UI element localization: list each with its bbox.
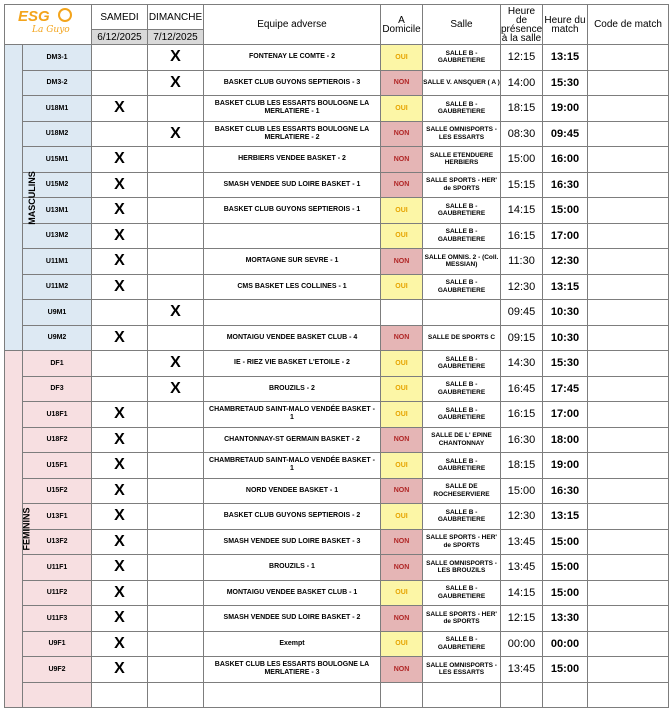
code-cell (588, 96, 669, 122)
team-cell (23, 682, 92, 708)
dimanche-cell (148, 172, 204, 198)
opponent-cell: BASKET CLUB LES ESSARTS BOULOGNE LA MERLATIERE - 1 (204, 96, 381, 122)
table-row (5, 453, 669, 479)
match-time-cell: 10:30 (543, 300, 588, 326)
domicile-cell: OUI (381, 376, 423, 402)
code-cell (588, 70, 669, 96)
team-cell: DM3-1 (23, 45, 92, 71)
salle-cell: SALLE B - GAUBRETIERE (423, 631, 501, 657)
domicile-cell: OUI (381, 504, 423, 530)
salle-cell: SALLE V. ANSQUER ( A ) (423, 70, 501, 96)
table-row (5, 325, 669, 351)
header-domicile: A Domicile (381, 5, 423, 45)
samedi-cell: X (92, 555, 148, 581)
table-row (5, 121, 669, 147)
samedi-cell (92, 376, 148, 402)
dimanche-cell (148, 580, 204, 606)
table-row (5, 223, 669, 249)
team-cell: U9F2 (23, 657, 92, 683)
team-cell: U15M1 (23, 147, 92, 173)
salle-cell: SALLE B - GAUBRETIERE (423, 453, 501, 479)
salle-cell: SALLE DE L' EPINE CHANTONNAY (423, 427, 501, 453)
team-cell: U9M1 (23, 300, 92, 326)
opponent-cell: BROUZILS - 1 (204, 555, 381, 581)
dimanche-cell: X (148, 376, 204, 402)
dimanche-cell (148, 453, 204, 479)
samedi-cell: X (92, 504, 148, 530)
match-time-cell: 13:30 (543, 606, 588, 632)
code-cell (588, 198, 669, 224)
match-time-cell: 19:00 (543, 453, 588, 479)
opponent-cell: NORD VENDEE BASKET - 1 (204, 478, 381, 504)
salle-cell: SALLE B - GAUBRETIERE (423, 351, 501, 377)
dimanche-cell (148, 198, 204, 224)
presence-time-cell: 14:00 (501, 70, 543, 96)
table-row (5, 96, 669, 122)
code-cell (588, 351, 669, 377)
opponent-cell: BASKET CLUB GUYONS SEPTIEROIS - 1 (204, 198, 381, 224)
domicile-cell: NON (381, 478, 423, 504)
domicile-cell: OUI (381, 631, 423, 657)
table-row (5, 351, 669, 377)
table-row (5, 249, 669, 275)
opponent-cell: BASKET CLUB LES ESSARTS BOULOGNE LA MERLATIERE - 2 (204, 121, 381, 147)
dimanche-cell (148, 529, 204, 555)
group-label: FEMININS (21, 507, 32, 551)
logo-tagline: La Guyo (32, 25, 70, 35)
opponent-cell: BASKET CLUB LES ESSARTS BOULOGNE LA MERLATIERE - 3 (204, 657, 381, 683)
code-cell (588, 529, 669, 555)
salle-cell: SALLE OMNISPORTS - LES ESSARTS (423, 121, 501, 147)
salle-cell: SALLE B - GAUBRETIERE (423, 274, 501, 300)
table-row (5, 478, 669, 504)
match-time-cell: 13:15 (543, 45, 588, 71)
basketball-icon (58, 8, 72, 22)
code-cell (588, 325, 669, 351)
table-row (5, 580, 669, 606)
presence-time-cell: 11:30 (501, 249, 543, 275)
opponent-cell: SMASH VENDEE SUD LOIRE BASKET - 1 (204, 172, 381, 198)
match-time-cell: 15:30 (543, 351, 588, 377)
presence-time-cell (501, 682, 543, 708)
match-time-cell: 15:00 (543, 198, 588, 224)
salle-cell: SALLE B - GAUBRETIERE (423, 376, 501, 402)
table-row (5, 657, 669, 683)
salle-cell (423, 682, 501, 708)
salle-cell: SALLE B - GAUBRETIERE (423, 45, 501, 71)
match-time-cell: 17:00 (543, 402, 588, 428)
samedi-cell: X (92, 580, 148, 606)
presence-time-cell: 09:15 (501, 325, 543, 351)
samedi-cell: X (92, 453, 148, 479)
presence-time-cell: 14:15 (501, 580, 543, 606)
team-cell: U13F2 (23, 529, 92, 555)
samedi-cell (92, 351, 148, 377)
samedi-cell: X (92, 478, 148, 504)
table-row (5, 172, 669, 198)
opponent-cell: HERBIERS VENDEE BASKET - 2 (204, 147, 381, 173)
table-row (5, 555, 669, 581)
schedule-table (4, 4, 669, 708)
domicile-cell: OUI (381, 96, 423, 122)
domicile-cell: OUI (381, 45, 423, 71)
code-cell (588, 453, 669, 479)
code-cell (588, 274, 669, 300)
domicile-cell: OUI (381, 453, 423, 479)
presence-time-cell: 13:45 (501, 555, 543, 581)
dimanche-cell (148, 147, 204, 173)
domicile-cell: NON (381, 529, 423, 555)
code-cell (588, 172, 669, 198)
presence-time-cell: 12:15 (501, 606, 543, 632)
samedi-cell: X (92, 402, 148, 428)
salle-cell: SALLE DE ROCHESERVIERE (423, 478, 501, 504)
opponent-cell: FONTENAY LE COMTE - 2 (204, 45, 381, 71)
match-time-cell: 15:00 (543, 555, 588, 581)
salle-cell: SALLE DE SPORTS C (423, 325, 501, 351)
code-cell (588, 402, 669, 428)
code-cell (588, 300, 669, 326)
header-equipe-adverse: Equipe adverse (204, 5, 381, 45)
code-cell (588, 657, 669, 683)
opponent-cell (204, 682, 381, 708)
code-cell (588, 121, 669, 147)
code-cell (588, 427, 669, 453)
domicile-cell: OUI (381, 198, 423, 224)
domicile-cell: NON (381, 121, 423, 147)
match-time-cell: 10:30 (543, 325, 588, 351)
presence-time-cell: 16:15 (501, 223, 543, 249)
presence-time-cell: 18:15 (501, 96, 543, 122)
code-cell (588, 249, 669, 275)
opponent-cell: CHAMBRETAUD SAINT-MALO VENDÉE BASKET - 1 (204, 453, 381, 479)
samedi-cell: X (92, 529, 148, 555)
code-cell (588, 504, 669, 530)
salle-cell: SALLE B - GAUBRETIERE (423, 198, 501, 224)
table-row (5, 274, 669, 300)
samedi-date: 6/12/2025 (92, 30, 148, 45)
group-feminins (5, 351, 32, 708)
domicile-cell: NON (381, 172, 423, 198)
samedi-cell: X (92, 427, 148, 453)
salle-cell: SALLE SPORTS - HER' de SPORTS (423, 172, 501, 198)
presence-time-cell: 15:15 (501, 172, 543, 198)
team-cell: U9F1 (23, 631, 92, 657)
samedi-cell (92, 300, 148, 326)
club-logo (18, 6, 78, 40)
team-cell: U13M1 (23, 198, 92, 224)
table-row (5, 147, 669, 173)
dimanche-cell (148, 478, 204, 504)
header-dimanche: DIMANCHE (148, 5, 204, 30)
dimanche-cell (148, 682, 204, 708)
domicile-cell: NON (381, 147, 423, 173)
team-cell: U18F2 (23, 427, 92, 453)
header-row (5, 5, 669, 30)
dimanche-cell: X (148, 121, 204, 147)
opponent-cell: MONTAIGU VENDEE BASKET CLUB - 4 (204, 325, 381, 351)
opponent-cell: MORTAGNE SUR SEVRE - 1 (204, 249, 381, 275)
opponent-cell (204, 223, 381, 249)
table-row (5, 427, 669, 453)
dimanche-date: 7/12/2025 (148, 30, 204, 45)
code-cell (588, 631, 669, 657)
dimanche-cell (148, 96, 204, 122)
opponent-cell: BASKET CLUB GUYONS SEPTIEROIS - 3 (204, 70, 381, 96)
group-masculins (5, 45, 37, 351)
dimanche-cell: X (148, 351, 204, 377)
dimanche-cell (148, 325, 204, 351)
samedi-cell: X (92, 274, 148, 300)
logo-text: ESG (18, 8, 50, 25)
match-time-cell: 16:30 (543, 478, 588, 504)
opponent-cell: SMASH VENDEE SUD LOIRE BASKET - 2 (204, 606, 381, 632)
domicile-cell (381, 682, 423, 708)
table-row (5, 606, 669, 632)
samedi-cell (92, 70, 148, 96)
presence-time-cell: 13:45 (501, 657, 543, 683)
code-cell (588, 555, 669, 581)
samedi-cell (92, 121, 148, 147)
team-cell: DF1 (23, 351, 92, 377)
samedi-cell: X (92, 198, 148, 224)
salle-cell: SALLE B - GAUBRETIERE (423, 223, 501, 249)
presence-time-cell: 12:15 (501, 45, 543, 71)
domicile-cell: OUI (381, 274, 423, 300)
match-time-cell (543, 682, 588, 708)
team-cell: U11M1 (23, 249, 92, 275)
match-time-cell: 15:00 (543, 657, 588, 683)
dimanche-cell: X (148, 45, 204, 71)
team-cell: U9M2 (23, 325, 92, 351)
match-time-cell: 15:00 (543, 529, 588, 555)
samedi-cell: X (92, 606, 148, 632)
opponent-cell (204, 300, 381, 326)
table-row (5, 198, 669, 224)
opponent-cell: MONTAIGU VENDEE BASKET CLUB - 1 (204, 580, 381, 606)
team-cell: U18F1 (23, 402, 92, 428)
team-cell: U11F3 (23, 606, 92, 632)
samedi-cell: X (92, 147, 148, 173)
dimanche-cell (148, 504, 204, 530)
table-row (5, 631, 669, 657)
salle-cell: SALLE B - GAUBRETIERE (423, 504, 501, 530)
domicile-cell: OUI (381, 351, 423, 377)
table-row (5, 45, 669, 71)
team-cell: U11M2 (23, 274, 92, 300)
domicile-cell: OUI (381, 580, 423, 606)
logo-cell (5, 5, 92, 45)
table-row (5, 529, 669, 555)
match-time-cell: 09:45 (543, 121, 588, 147)
presence-time-cell: 14:15 (501, 198, 543, 224)
presence-time-cell: 12:30 (501, 504, 543, 530)
samedi-cell (92, 682, 148, 708)
header-salle: Salle (423, 5, 501, 45)
salle-cell: SALLE OMNISPORTS - LES ESSARTS (423, 657, 501, 683)
opponent-cell: CHANTONNAY-ST GERMAIN BASKET - 2 (204, 427, 381, 453)
table-row (5, 376, 669, 402)
code-cell (588, 606, 669, 632)
salle-cell: SALLE B - GAUBRETIERE (423, 402, 501, 428)
table-row (5, 504, 669, 530)
samedi-cell: X (92, 325, 148, 351)
dimanche-cell (148, 274, 204, 300)
match-time-cell: 19:00 (543, 96, 588, 122)
salle-cell: SALLE OMNISPORTS - LES BROUZILS (423, 555, 501, 581)
presence-time-cell: 00:00 (501, 631, 543, 657)
match-time-cell: 17:45 (543, 376, 588, 402)
code-cell (588, 682, 669, 708)
code-cell (588, 478, 669, 504)
team-cell: U15F1 (23, 453, 92, 479)
presence-time-cell: 15:00 (501, 478, 543, 504)
team-cell: U13M2 (23, 223, 92, 249)
team-cell: DM3-2 (23, 70, 92, 96)
samedi-cell: X (92, 223, 148, 249)
header-samedi: SAMEDI (92, 5, 148, 30)
header-match: Heure du match (543, 5, 588, 45)
team-cell: U11F1 (23, 555, 92, 581)
presence-time-cell: 16:30 (501, 427, 543, 453)
dimanche-cell (148, 555, 204, 581)
domicile-cell: OUI (381, 402, 423, 428)
team-cell: U15F2 (23, 478, 92, 504)
code-cell (588, 45, 669, 71)
match-time-cell: 15:00 (543, 580, 588, 606)
presence-time-cell: 16:15 (501, 402, 543, 428)
dimanche-cell (148, 249, 204, 275)
opponent-cell: IE - RIEZ VIE BASKET L'ETOILE - 2 (204, 351, 381, 377)
match-time-cell: 16:30 (543, 172, 588, 198)
presence-time-cell: 18:15 (501, 453, 543, 479)
table-row (5, 300, 669, 326)
presence-time-cell: 15:00 (501, 147, 543, 173)
domicile-cell (381, 300, 423, 326)
domicile-cell: OUI (381, 223, 423, 249)
domicile-cell: NON (381, 657, 423, 683)
match-time-cell: 13:15 (543, 504, 588, 530)
presence-time-cell: 09:45 (501, 300, 543, 326)
opponent-cell: SMASH VENDEE SUD LOIRE BASKET - 3 (204, 529, 381, 555)
opponent-cell: BASKET CLUB GUYONS SEPTIEROIS - 2 (204, 504, 381, 530)
team-cell: U13F1 (23, 504, 92, 530)
match-time-cell: 13:15 (543, 274, 588, 300)
domicile-cell: NON (381, 249, 423, 275)
match-time-cell: 00:00 (543, 631, 588, 657)
opponent-cell: Exempt (204, 631, 381, 657)
dimanche-cell (148, 606, 204, 632)
dimanche-cell (148, 402, 204, 428)
domicile-cell: NON (381, 606, 423, 632)
opponent-cell: BROUZILS - 2 (204, 376, 381, 402)
presence-time-cell: 14:30 (501, 351, 543, 377)
team-cell: DF3 (23, 376, 92, 402)
dimanche-cell: X (148, 70, 204, 96)
presence-time-cell: 13:45 (501, 529, 543, 555)
group-label: MASCULINS (26, 170, 37, 225)
header-presence: Heure de présence à la salle (501, 5, 543, 44)
salle-cell: SALLE ETENDUERE HERBIERS (423, 147, 501, 173)
samedi-cell: X (92, 96, 148, 122)
salle-cell: SALLE B - GAUBRETIERE (423, 580, 501, 606)
table-row (5, 70, 669, 96)
samedi-cell: X (92, 172, 148, 198)
samedi-cell (92, 45, 148, 71)
presence-time-cell: 12:30 (501, 274, 543, 300)
salle-cell (423, 300, 501, 326)
team-cell: U11F2 (23, 580, 92, 606)
dimanche-cell: X (148, 300, 204, 326)
schedule-body (5, 45, 669, 708)
domicile-cell: NON (381, 325, 423, 351)
salle-cell: SALLE SPORTS - HER' de SPORTS (423, 606, 501, 632)
salle-cell: SALLE SPORTS - HER' de SPORTS (423, 529, 501, 555)
team-cell: U18M1 (23, 96, 92, 122)
code-cell (588, 147, 669, 173)
team-cell: U15M2 (23, 172, 92, 198)
table-row (5, 682, 669, 708)
salle-cell: SALLE OMNIS. 2 - (Coll. MESSIAN) (423, 249, 501, 275)
dimanche-cell (148, 657, 204, 683)
dimanche-cell (148, 223, 204, 249)
presence-time-cell: 08:30 (501, 121, 543, 147)
opponent-cell: CMS BASKET LES COLLINES - 1 (204, 274, 381, 300)
samedi-cell: X (92, 631, 148, 657)
opponent-cell: CHAMBRETAUD SAINT-MALO VENDÉE BASKET - 1 (204, 402, 381, 428)
match-time-cell: 12:30 (543, 249, 588, 275)
code-cell (588, 580, 669, 606)
match-time-cell: 17:00 (543, 223, 588, 249)
domicile-cell: NON (381, 427, 423, 453)
dimanche-cell (148, 631, 204, 657)
salle-cell: SALLE B - GAUBRETIERE (423, 96, 501, 122)
team-cell: U18M2 (23, 121, 92, 147)
match-time-cell: 16:00 (543, 147, 588, 173)
header-code: Code de match (588, 5, 669, 45)
match-time-cell: 15:30 (543, 70, 588, 96)
dimanche-cell (148, 427, 204, 453)
table-row (5, 402, 669, 428)
domicile-cell: NON (381, 555, 423, 581)
code-cell (588, 223, 669, 249)
domicile-cell: NON (381, 70, 423, 96)
match-time-cell: 18:00 (543, 427, 588, 453)
samedi-cell: X (92, 657, 148, 683)
presence-time-cell: 16:45 (501, 376, 543, 402)
samedi-cell: X (92, 249, 148, 275)
code-cell (588, 376, 669, 402)
